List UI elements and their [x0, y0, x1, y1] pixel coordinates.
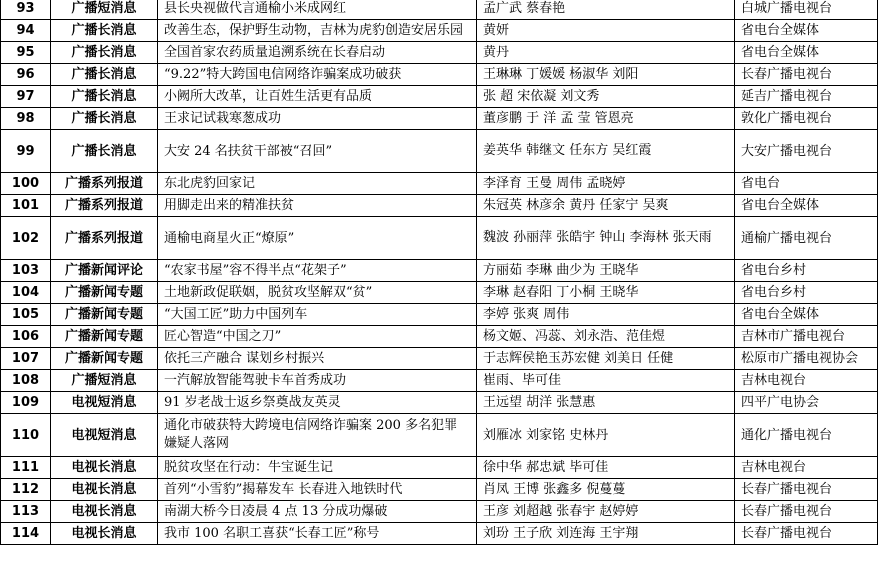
title-cell: 小阙所大改革，让百姓生活更有品质	[158, 86, 477, 108]
unit-cell: 省电台	[735, 173, 878, 195]
category-cell: 电视长消息	[51, 523, 158, 545]
unit-cell: 松原市广播电视协会	[735, 348, 878, 370]
table-row	[1, 392, 878, 414]
unit-cell: 吉林电视台	[735, 457, 878, 479]
title-cell: 改善生态，保护野生动物，吉林为虎豹创造安居乐园	[158, 20, 477, 42]
table-row	[1, 501, 878, 523]
authors-cell: 肖凤 王博 张鑫多 倪蔓蔓	[477, 479, 735, 501]
title-cell: “大国工匠”助力中国列车	[158, 304, 477, 326]
authors-cell: 姜英华 韩继文 任东方 吴红霞	[477, 130, 735, 173]
title-cell: 脱贫攻坚在行动：牛宝诞生记	[158, 457, 477, 479]
unit-cell: 省电台乡村	[735, 260, 878, 282]
title-cell: 通榆电商星火正“燎原”	[158, 217, 477, 260]
table-row	[1, 130, 878, 173]
category-cell: 广播系列报道	[51, 173, 158, 195]
authors-cell: 刘雁冰 刘家铭 史林丹	[477, 414, 735, 457]
table-row	[1, 260, 878, 282]
row-number: 93	[1, 0, 51, 20]
title-cell: 91 岁老战士返乡祭奠战友英灵	[158, 392, 477, 414]
table-row	[1, 304, 878, 326]
row-number: 96	[1, 64, 51, 86]
authors-cell: 孟广武 蔡春艳	[477, 0, 735, 20]
row-number: 111	[1, 457, 51, 479]
authors-cell: 王琳琳 丁媛媛 杨淑华 刘阳	[477, 64, 735, 86]
category-cell: 广播新闻专题	[51, 326, 158, 348]
unit-cell: 省电台全媒体	[735, 195, 878, 217]
unit-cell: 大安广播电视台	[735, 130, 878, 173]
row-number: 113	[1, 501, 51, 523]
title-cell: “9.22”特大跨国电信网络诈骗案成功破获	[158, 64, 477, 86]
title-cell: 全国首家农药质量追溯系统在长春启动	[158, 42, 477, 64]
table-row	[1, 64, 878, 86]
row-number: 112	[1, 479, 51, 501]
category-cell: 广播系列报道	[51, 195, 158, 217]
authors-cell: 李婷 张爽 周伟	[477, 304, 735, 326]
title-cell: “农家书屋”容不得半点“花架子”	[158, 260, 477, 282]
category-cell: 广播新闻评论	[51, 260, 158, 282]
unit-cell: 吉林电视台	[735, 370, 878, 392]
row-number: 105	[1, 304, 51, 326]
table-row	[1, 20, 878, 42]
category-cell: 广播长消息	[51, 130, 158, 173]
title-cell: 东北虎豹回家记	[158, 173, 477, 195]
authors-cell: 李琳 赵春阳 丁小桐 王晓华	[477, 282, 735, 304]
authors-cell: 朱冠英 林彦余 黄丹 任家宁 吴爽	[477, 195, 735, 217]
authors-cell: 董彦鹏 于 洋 孟 莹 管恩亮	[477, 108, 735, 130]
unit-cell: 省电台全媒体	[735, 42, 878, 64]
category-cell: 电视长消息	[51, 457, 158, 479]
table-row	[1, 195, 878, 217]
awards-table-body	[1, 0, 878, 545]
category-cell: 广播长消息	[51, 86, 158, 108]
table-row	[1, 479, 878, 501]
title-cell: 南湖大桥今日凌晨 4 点 13 分成功爆破	[158, 501, 477, 523]
category-cell: 电视长消息	[51, 479, 158, 501]
row-number: 106	[1, 326, 51, 348]
unit-cell: 长春广播电视台	[735, 501, 878, 523]
table-row	[1, 523, 878, 545]
category-cell: 广播短消息	[51, 0, 158, 20]
authors-cell: 魏波 孙丽萍 张皓宇 钟山 李海林 张天雨	[477, 217, 735, 260]
row-number: 97	[1, 86, 51, 108]
title-cell: 县长央视做代言通榆小米成网红	[158, 0, 477, 20]
title-cell: 王求记试栽寒葱成功	[158, 108, 477, 130]
unit-cell: 省电台全媒体	[735, 304, 878, 326]
unit-cell: 敦化广播电视台	[735, 108, 878, 130]
unit-cell: 长春广播电视台	[735, 479, 878, 501]
title-cell: 大安 24 名扶贫干部被“召回”	[158, 130, 477, 173]
authors-cell: 黄丹	[477, 42, 735, 64]
title-cell: 一汽解放智能驾驶卡车首秀成功	[158, 370, 477, 392]
authors-cell: 张 超 宋依凝 刘文秀	[477, 86, 735, 108]
row-number: 101	[1, 195, 51, 217]
table-row	[1, 173, 878, 195]
category-cell: 广播长消息	[51, 20, 158, 42]
authors-cell: 刘玢 王子欣 刘连海 王宇翔	[477, 523, 735, 545]
row-number: 98	[1, 108, 51, 130]
category-cell: 广播长消息	[51, 108, 158, 130]
title-cell: 土地新政促联姻，脱贫攻坚解双“贫”	[158, 282, 477, 304]
table-row	[1, 370, 878, 392]
row-number: 107	[1, 348, 51, 370]
table-row	[1, 326, 878, 348]
table-row	[1, 0, 878, 20]
unit-cell: 四平广电协会	[735, 392, 878, 414]
authors-cell: 王远望 胡洋 张慧惠	[477, 392, 735, 414]
table-row	[1, 86, 878, 108]
table-row	[1, 414, 878, 457]
unit-cell: 吉林市广播电视台	[735, 326, 878, 348]
category-cell: 广播新闻专题	[51, 304, 158, 326]
table-row	[1, 42, 878, 64]
category-cell: 广播长消息	[51, 64, 158, 86]
table-row	[1, 217, 878, 260]
unit-cell: 通化广播电视台	[735, 414, 878, 457]
unit-cell: 长春广播电视台	[735, 523, 878, 545]
unit-cell: 省电台全媒体	[735, 20, 878, 42]
category-cell: 广播短消息	[51, 370, 158, 392]
row-number: 102	[1, 217, 51, 260]
row-number: 109	[1, 392, 51, 414]
authors-cell: 于志辉侯艳玉苏宏健 刘美日 任健	[477, 348, 735, 370]
row-number: 114	[1, 523, 51, 545]
title-cell: 匠心智造“中国之刀”	[158, 326, 477, 348]
unit-cell: 延吉广播电视台	[735, 86, 878, 108]
unit-cell: 白城广播电视台	[735, 0, 878, 20]
category-cell: 广播新闻专题	[51, 348, 158, 370]
unit-cell: 长春广播电视台	[735, 64, 878, 86]
row-number: 100	[1, 173, 51, 195]
title-cell: 用脚走出来的精准扶贫	[158, 195, 477, 217]
category-cell: 电视短消息	[51, 414, 158, 457]
authors-cell: 方丽茹 李琳 曲少为 王晓华	[477, 260, 735, 282]
table-row	[1, 348, 878, 370]
row-number: 95	[1, 42, 51, 64]
row-number: 94	[1, 20, 51, 42]
table-row	[1, 457, 878, 479]
unit-cell: 省电台乡村	[735, 282, 878, 304]
row-number: 104	[1, 282, 51, 304]
row-number: 103	[1, 260, 51, 282]
category-cell: 电视短消息	[51, 392, 158, 414]
title-cell: 依托三产融合 谋划乡村振兴	[158, 348, 477, 370]
table-row	[1, 108, 878, 130]
title-cell: 我市 100 名职工喜获“长春工匠”称号	[158, 523, 477, 545]
authors-cell: 徐中华 郝忠斌 毕可佳	[477, 457, 735, 479]
authors-cell: 杨文姬、冯蕊、刘永浩、范佳煜	[477, 326, 735, 348]
row-number: 110	[1, 414, 51, 457]
category-cell: 广播长消息	[51, 42, 158, 64]
table-row	[1, 282, 878, 304]
authors-cell: 李泽育 王曼 周伟 孟晓婷	[477, 173, 735, 195]
category-cell: 电视长消息	[51, 501, 158, 523]
category-cell: 广播新闻专题	[51, 282, 158, 304]
row-number: 99	[1, 130, 51, 173]
unit-cell: 通榆广播电视台	[735, 217, 878, 260]
authors-cell: 黄妍	[477, 20, 735, 42]
title-cell: 通化市破获特大跨境电信网络诈骗案 200 多名犯罪嫌疑人落网	[158, 414, 477, 457]
authors-cell: 王彦 刘超越 张春宇 赵婷婷	[477, 501, 735, 523]
authors-cell: 崔雨、毕可佳	[477, 370, 735, 392]
row-number: 108	[1, 370, 51, 392]
category-cell: 广播系列报道	[51, 217, 158, 260]
title-cell: 首列“小雪豹”揭幕发车 长春进入地铁时代	[158, 479, 477, 501]
